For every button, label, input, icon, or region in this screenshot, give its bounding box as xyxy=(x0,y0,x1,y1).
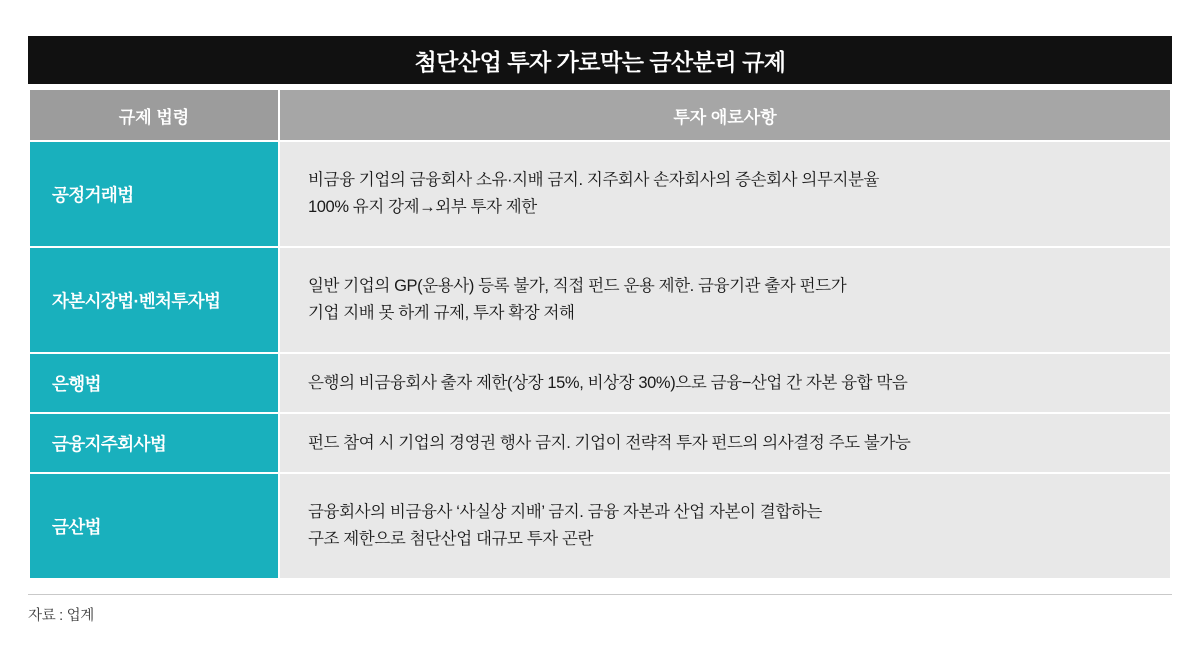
table-row xyxy=(29,473,1171,579)
regulation-table xyxy=(28,88,1172,580)
issue-line: 일반 기업의 GP(운용사) 등록 불가, 직접 펀드 운용 제한. 금융기관 출자 펀드가 xyxy=(308,277,847,296)
law-name: 금융지주회사법 xyxy=(29,413,279,473)
issue-line: 금융회사의 비금융사 ‘사실상 지배’ 금지. 금융 자본과 산업 자본이 결합하는 xyxy=(308,503,822,522)
issue-line: 펀드 참여 시 기업의 경영권 행사 금지. 기업이 전략적 투자 펀드의 의사결정 주도 불가능 xyxy=(308,433,911,452)
page-title-text: 첨단산업 투자 가로막는 금산분리 규제 xyxy=(414,48,786,75)
table-row xyxy=(29,413,1171,473)
law-name: 금산법 xyxy=(29,473,279,579)
issue-line: 기업 지배 못 하게 규제, 투자 확장 저해 xyxy=(308,304,575,322)
law-name: 공정거래법 xyxy=(29,141,279,247)
issue-description xyxy=(279,413,1171,473)
table-row xyxy=(29,141,1171,247)
issue-description xyxy=(279,473,1171,579)
table-row xyxy=(29,247,1171,353)
table-body xyxy=(29,141,1171,579)
issue-line: 100% 유지 강제→외부 투자 제한 xyxy=(308,198,537,216)
table-header-row xyxy=(29,89,1171,141)
table-header xyxy=(29,89,1171,141)
issue-description xyxy=(279,247,1171,353)
issue-description xyxy=(279,141,1171,247)
page-title xyxy=(28,36,1172,84)
issue-description xyxy=(279,353,1171,413)
issue-line: 구조 제한으로 첨단산업 대규모 투자 곤란 xyxy=(308,530,594,548)
table-row xyxy=(29,353,1171,413)
source-note: 자료 : 업계 xyxy=(28,608,95,624)
law-name: 자본시장법·벤처투자법 xyxy=(29,247,279,353)
issue-line: 비금융 기업의 금융회사 소유·지배 금지. 지주회사 손자회사의 증손회사 의무지분율 xyxy=(308,171,880,190)
source-divider xyxy=(28,594,1172,625)
column-header-issue: 투자 애로사항 xyxy=(279,89,1171,141)
column-header-law: 규제 법령 xyxy=(29,89,279,141)
law-name: 은행법 xyxy=(29,353,279,413)
issue-line: 은행의 비금융회사 출자 제한(상장 15%, 비상장 30%)으로 금융−산업 간 자본 융합 막음 xyxy=(308,373,908,392)
